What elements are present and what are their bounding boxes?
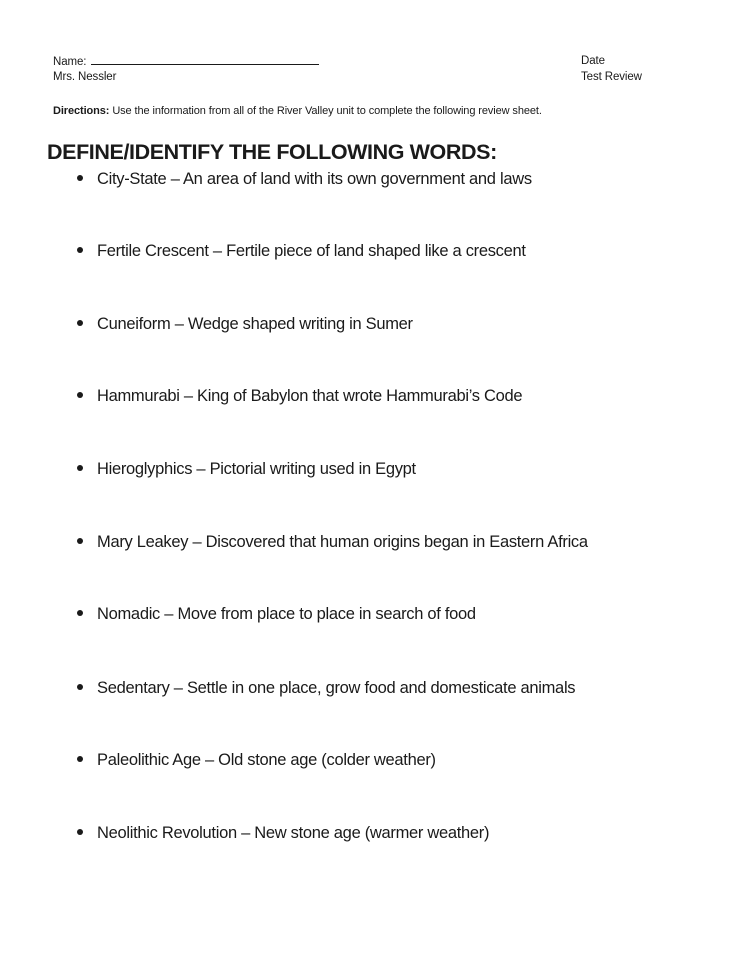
bullet-icon [77, 538, 83, 544]
bullet-icon [77, 465, 83, 471]
list-item [74, 313, 413, 335]
definition-text: Neolithic Revolution – New stone age (warmer weather) [97, 824, 490, 842]
directions [53, 103, 542, 119]
list-item [74, 458, 416, 480]
definition-text: Fertile Crescent – Fertile piece of land shaped like a crescent [97, 242, 526, 260]
list-item [74, 385, 522, 407]
definition-text: Cuneiform – Wedge shaped writing in Sumer [97, 315, 413, 333]
bullet-icon [77, 320, 83, 326]
definition-text: Nomadic – Move from place to place in search of food [97, 605, 476, 623]
list-item [74, 240, 526, 262]
document-type: Test Review [581, 71, 642, 83]
definition-text: Mary Leakey – Discovered that human origins began in Eastern Africa [97, 533, 588, 551]
list-item [74, 531, 588, 553]
bullet-icon [77, 684, 83, 690]
definition-text: Sedentary – Settle in one place, grow food and domesticate animals [97, 679, 576, 697]
definition-text: Hieroglyphics – Pictorial writing used in Egypt [97, 460, 416, 478]
definition-text: Paleolithic Age – Old stone age (colder weather) [97, 751, 436, 769]
list-item [74, 749, 436, 771]
list-item [74, 603, 476, 625]
name-label: Name: [53, 56, 87, 68]
section-heading: DEFINE/IDENTIFY THE FOLLOWING WORDS: [47, 140, 497, 164]
name-field-row [53, 53, 319, 70]
bullet-icon [77, 247, 83, 253]
bullet-icon [77, 175, 83, 181]
name-blank-line [91, 53, 319, 65]
bullet-icon [77, 829, 83, 835]
bullet-icon [77, 392, 83, 398]
definition-text: City-State – An area of land with its own government and laws [97, 170, 532, 188]
date-label: Date [581, 55, 605, 67]
list-item [74, 677, 575, 699]
list-item [74, 168, 532, 190]
definition-text: Hammurabi – King of Babylon that wrote Hammurabi’s Code [97, 387, 523, 405]
directions-text: Use the information from all of the River Valley unit to complete the following review sheet. [109, 105, 542, 117]
bullet-icon [77, 756, 83, 762]
bullet-icon [77, 610, 83, 616]
list-item [74, 822, 489, 844]
teacher-name: Mrs. Nessler [53, 71, 117, 83]
directions-label: Directions: [53, 105, 110, 117]
